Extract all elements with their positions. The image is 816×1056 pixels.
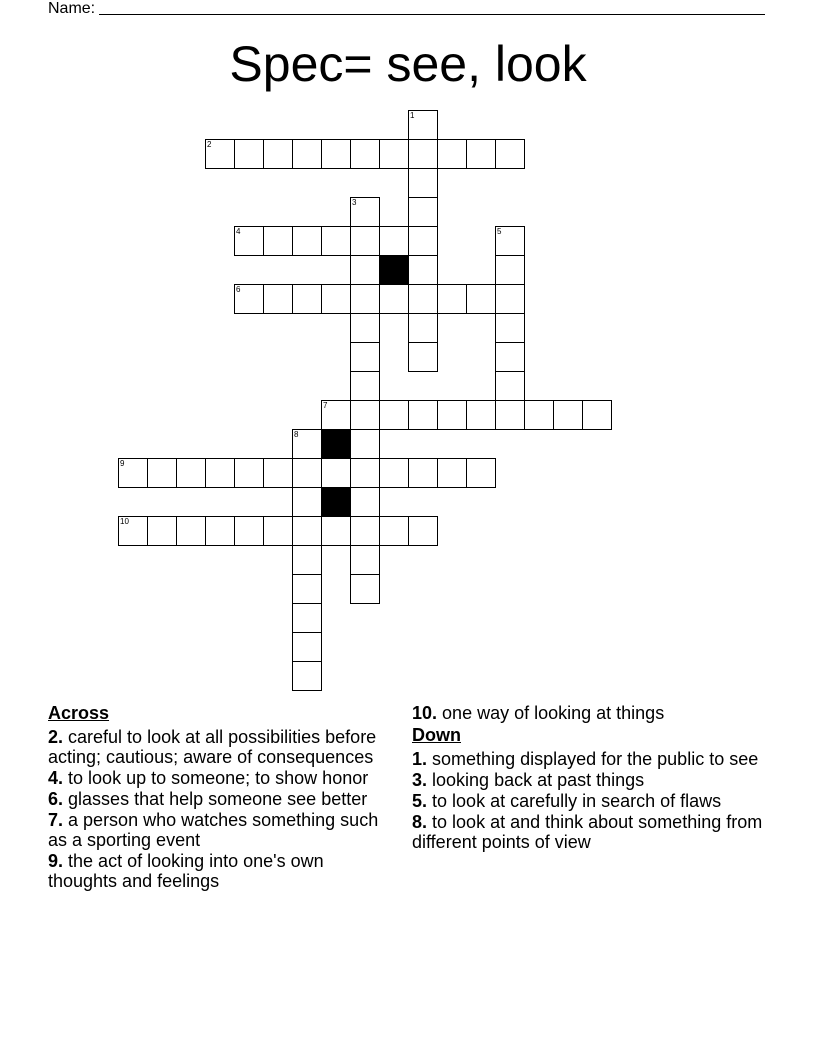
- grid-cell[interactable]: [292, 139, 322, 169]
- grid-cell[interactable]: [408, 110, 438, 140]
- grid-cell[interactable]: [234, 516, 264, 546]
- grid-cell[interactable]: [292, 661, 322, 691]
- grid-cell[interactable]: [495, 255, 525, 285]
- grid-cell[interactable]: [408, 516, 438, 546]
- clue-number: 7.: [48, 810, 64, 830]
- clue-text: to look at carefully in search of flaws: [432, 791, 722, 811]
- grid-cell[interactable]: [263, 226, 293, 256]
- grid-cell[interactable]: [205, 516, 235, 546]
- clues-left-column: [48, 703, 393, 892]
- grid-cell[interactable]: [350, 139, 380, 169]
- grid-cell[interactable]: [379, 458, 409, 488]
- grid-cell[interactable]: [466, 139, 496, 169]
- clue-down-1: [412, 749, 782, 769]
- grid-block: [379, 255, 409, 285]
- grid-cell[interactable]: [379, 139, 409, 169]
- grid-cell[interactable]: [147, 516, 177, 546]
- grid-block: [321, 429, 351, 459]
- grid-cell[interactable]: [466, 284, 496, 314]
- grid-cell[interactable]: [408, 168, 438, 198]
- clue-number: 4.: [48, 768, 64, 788]
- grid-cell[interactable]: [379, 400, 409, 430]
- grid-cell[interactable]: [495, 371, 525, 401]
- grid-cell[interactable]: [118, 458, 148, 488]
- grid-cell[interactable]: [350, 574, 380, 604]
- grid-cell[interactable]: [495, 313, 525, 343]
- grid-cell[interactable]: [292, 284, 322, 314]
- cell-number: 5: [497, 227, 502, 236]
- grid-cell[interactable]: [350, 197, 380, 227]
- grid-cell[interactable]: [292, 632, 322, 662]
- grid-cell[interactable]: [408, 313, 438, 343]
- grid-cell[interactable]: [408, 226, 438, 256]
- grid-cell[interactable]: [350, 400, 380, 430]
- grid-cell[interactable]: [234, 139, 264, 169]
- clue-text: to look at and think about something from different points of view: [412, 812, 763, 852]
- clue-text: the act of looking into one's own thoughts and feelings: [48, 851, 324, 891]
- grid-cell[interactable]: [350, 313, 380, 343]
- grid-cell[interactable]: [350, 255, 380, 285]
- grid-cell[interactable]: [176, 516, 206, 546]
- grid-cell[interactable]: [147, 458, 177, 488]
- clue-text: a person who watches something such as a sporting event: [48, 810, 379, 850]
- clue-number: 8.: [412, 812, 428, 832]
- clue-text: to look up to someone; to show honor: [68, 768, 369, 788]
- grid-cell[interactable]: [292, 603, 322, 633]
- grid-cell[interactable]: [263, 139, 293, 169]
- cell-number: 8: [294, 430, 299, 439]
- grid-cell[interactable]: [582, 400, 612, 430]
- grid-cell[interactable]: [321, 139, 351, 169]
- grid-cell[interactable]: [263, 458, 293, 488]
- grid-cell[interactable]: [321, 458, 351, 488]
- clue-down-5: [412, 791, 782, 811]
- name-label: Name:: [48, 0, 96, 17]
- clue-text: careful to look at all possibilities before acting; cautious; aware of consequences: [48, 727, 377, 767]
- grid-cell[interactable]: [524, 400, 554, 430]
- grid-cell[interactable]: [321, 516, 351, 546]
- grid-cell[interactable]: [437, 400, 467, 430]
- clue-number: 6.: [48, 789, 64, 809]
- clue-text: one way of looking at things: [442, 703, 665, 723]
- grid-cell[interactable]: [205, 458, 235, 488]
- grid-cell[interactable]: [466, 458, 496, 488]
- grid-cell[interactable]: [495, 284, 525, 314]
- grid-cell[interactable]: [350, 371, 380, 401]
- grid-cell[interactable]: [321, 226, 351, 256]
- grid-cell[interactable]: [205, 139, 235, 169]
- grid-cell[interactable]: [408, 342, 438, 372]
- grid-cell[interactable]: [321, 284, 351, 314]
- down-heading: Down: [412, 725, 461, 745]
- grid-cell[interactable]: [350, 458, 380, 488]
- grid-cell[interactable]: [234, 458, 264, 488]
- clue-number: 5.: [412, 791, 428, 811]
- grid-cell[interactable]: [292, 429, 322, 459]
- grid-cell[interactable]: [408, 255, 438, 285]
- clue-number: 9.: [48, 851, 64, 871]
- clue-text: looking back at past things: [432, 770, 645, 790]
- cell-number: 1: [410, 111, 415, 120]
- grid-cell[interactable]: [553, 400, 583, 430]
- grid-cell[interactable]: [234, 226, 264, 256]
- clue-number: 1.: [412, 749, 428, 769]
- clue-across-10: [412, 703, 782, 723]
- grid-cell[interactable]: [437, 458, 467, 488]
- grid-cell[interactable]: [292, 545, 322, 575]
- clue-number: 2.: [48, 727, 64, 747]
- grid-cell[interactable]: [321, 400, 351, 430]
- grid-cell[interactable]: [408, 139, 438, 169]
- cell-number: 6: [236, 285, 241, 294]
- cell-number: 10: [120, 517, 129, 526]
- grid-cell[interactable]: [292, 458, 322, 488]
- clue-across-4: [48, 768, 393, 788]
- clue-across-7: [48, 810, 393, 850]
- page-title: Spec= see, look: [229, 36, 587, 92]
- grid-cell[interactable]: [350, 342, 380, 372]
- grid-cell[interactable]: [379, 284, 409, 314]
- cell-number: 3: [352, 198, 357, 207]
- grid-cell[interactable]: [234, 284, 264, 314]
- cell-number: 7: [323, 401, 328, 410]
- cell-number: 2: [207, 140, 212, 149]
- cell-number: 4: [236, 227, 241, 236]
- grid-cell[interactable]: [466, 400, 496, 430]
- clue-number: 10.: [412, 703, 438, 723]
- grid-cell[interactable]: [408, 197, 438, 227]
- across-heading: Across: [48, 703, 110, 723]
- grid-block: [321, 487, 351, 517]
- grid-cell[interactable]: [495, 400, 525, 430]
- grid-cell[interactable]: [118, 516, 148, 546]
- clue-across-9: [48, 851, 393, 891]
- grid-cell[interactable]: [263, 516, 293, 546]
- clue-across-6: [48, 789, 393, 809]
- grid-cell[interactable]: [379, 516, 409, 546]
- grid-cell[interactable]: [437, 284, 467, 314]
- clue-number: 3.: [412, 770, 428, 790]
- grid-cell[interactable]: [495, 139, 525, 169]
- grid-cell[interactable]: [408, 284, 438, 314]
- clue-down-8: [412, 812, 782, 852]
- grid-cell[interactable]: [292, 574, 322, 604]
- grid-cell[interactable]: [176, 458, 206, 488]
- grid-cell[interactable]: [350, 429, 380, 459]
- grid-cell[interactable]: [408, 458, 438, 488]
- grid-cell[interactable]: [292, 487, 322, 517]
- clue-across-2: [48, 727, 393, 767]
- grid-cell[interactable]: [350, 516, 380, 546]
- clues-right-column: [412, 703, 782, 853]
- grid-cell[interactable]: [350, 226, 380, 256]
- grid-cell[interactable]: [495, 226, 525, 256]
- grid-cell[interactable]: [437, 139, 467, 169]
- grid-cell[interactable]: [350, 545, 380, 575]
- clue-text: something displayed for the public to see: [432, 749, 759, 769]
- grid-cell[interactable]: [292, 226, 322, 256]
- grid-cell[interactable]: [292, 516, 322, 546]
- grid-cell[interactable]: [350, 487, 380, 517]
- grid-cell[interactable]: [495, 342, 525, 372]
- grid-cell[interactable]: [379, 226, 409, 256]
- grid-cell[interactable]: [408, 400, 438, 430]
- grid-cell[interactable]: [263, 284, 293, 314]
- cell-number: 9: [120, 459, 125, 468]
- grid-cell[interactable]: [350, 284, 380, 314]
- clue-down-3: [412, 770, 782, 790]
- clue-text: glasses that help someone see better: [68, 789, 368, 809]
